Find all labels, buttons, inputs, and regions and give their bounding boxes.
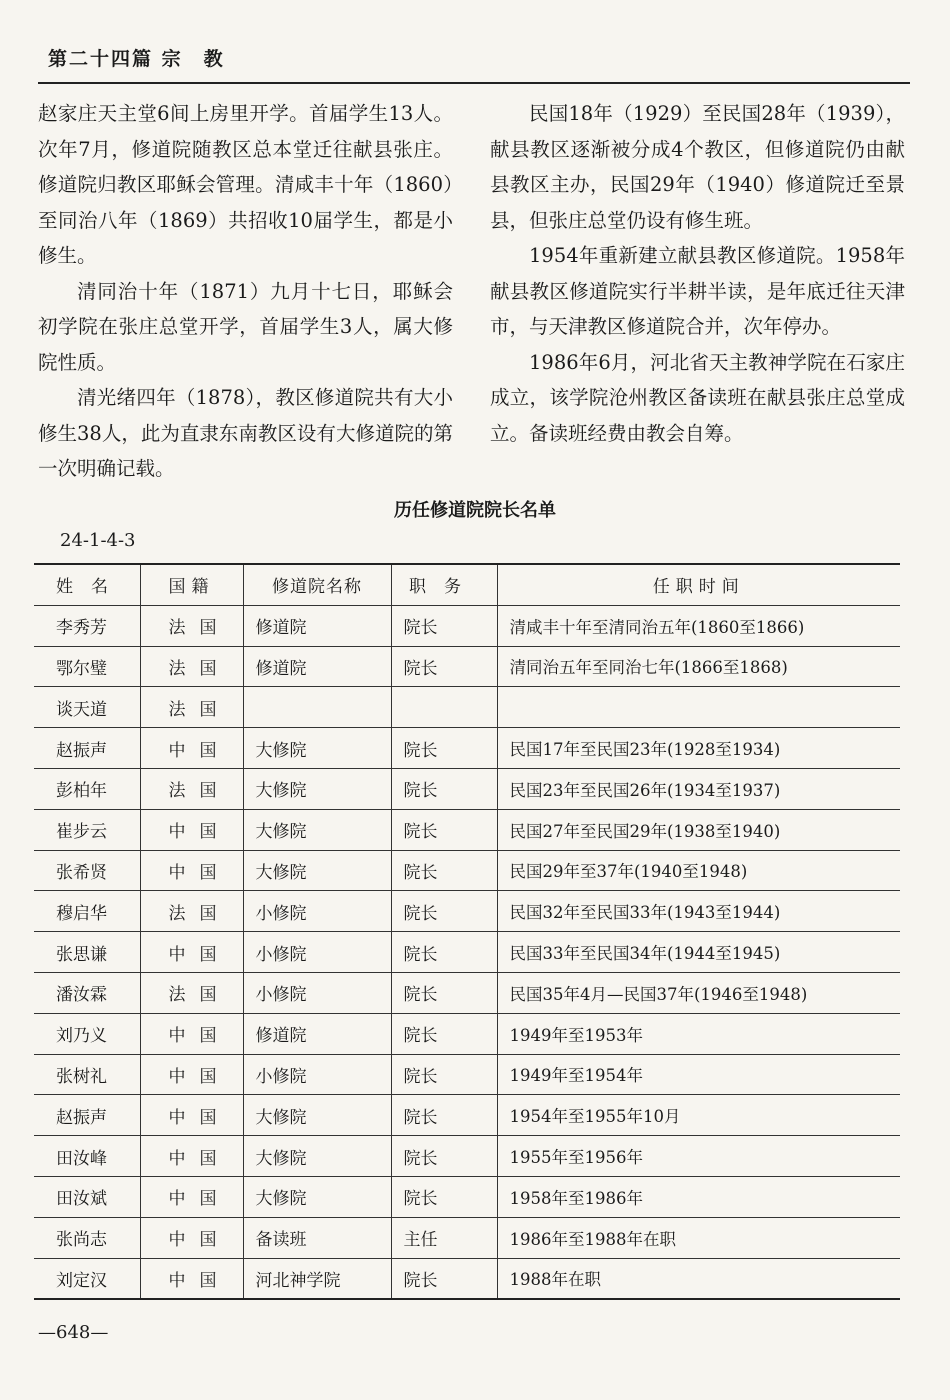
cell-position: 院长 [391, 1136, 497, 1177]
cell-name: 张思谦 [34, 932, 140, 973]
cell-seminary: 修道院 [243, 605, 391, 646]
cell-name: 刘乃义 [34, 1013, 140, 1054]
table-code: 24-1-4-3 [60, 530, 136, 551]
cell-nationality: 中国 [140, 932, 243, 973]
cell-nationality: 中国 [140, 1176, 243, 1217]
cell-position: 院长 [391, 850, 497, 891]
cell-tenure: 1954年至1955年10月 [497, 1095, 900, 1136]
cell-position: 院长 [391, 932, 497, 973]
cell-tenure: 清咸丰十年至清同治五年(1860至1866) [497, 605, 900, 646]
cell-position: 主任 [391, 1217, 497, 1258]
cell-nationality: 中国 [140, 1217, 243, 1258]
cell-seminary: 大修院 [243, 728, 391, 769]
cell-nationality: 中国 [140, 1054, 243, 1095]
header-rule [38, 82, 910, 84]
cell-tenure: 1986年至1988年在职 [497, 1217, 900, 1258]
cell-name: 潘汝霖 [34, 972, 140, 1013]
cell-tenure: 1958年至1986年 [497, 1176, 900, 1217]
header-seminary: 修道院名称 [243, 564, 391, 605]
cell-tenure: 民国33年至民国34年(1944至1945) [497, 932, 900, 973]
cell-position: 院长 [391, 646, 497, 687]
cell-position: 院长 [391, 809, 497, 850]
table-row [34, 1013, 900, 1054]
cell-tenure: 1949年至1953年 [497, 1013, 900, 1054]
cell-name: 赵振声 [34, 728, 140, 769]
table-row [34, 1176, 900, 1217]
table-row [34, 728, 900, 769]
cell-name: 穆启华 [34, 891, 140, 932]
cell-nationality: 中国 [140, 1258, 243, 1299]
cell-nationality: 中国 [140, 1013, 243, 1054]
cell-position: 院长 [391, 605, 497, 646]
cell-name: 张尚志 [34, 1217, 140, 1258]
cell-seminary: 修道院 [243, 1013, 391, 1054]
paragraph: 清同治十年（1871）九月十七日，耶稣会初学院在张庄总堂开学，首届学生3人，属大修院性质。 [38, 279, 453, 374]
cell-nationality: 法国 [140, 891, 243, 932]
table-row [34, 646, 900, 687]
cell-position: 院长 [391, 1013, 497, 1054]
paragraph: 1954年重新建立献县教区修道院。1958年献县教区修道院实行半耕半读，是年底迁往天津市，与天津教区修道院合并，次年停办。 [490, 244, 905, 338]
cell-tenure: 民国29年至37年(1940至1948) [497, 850, 900, 891]
cell-position: 院长 [391, 1095, 497, 1136]
table-row [34, 932, 900, 973]
table-header-row [34, 564, 900, 605]
cell-position: 院长 [391, 768, 497, 809]
cell-seminary [243, 687, 391, 728]
table-row [34, 891, 900, 932]
paragraph: 赵家庄天主堂6间上房里开学。首届学生13人。次年7月，修道院随教区总本堂迁往献县张庄。修道院归教区耶稣会管理。清咸丰十年（1860）至同治八年（1869）共招收10届学生，都是小修生。 [38, 102, 453, 267]
cell-nationality: 法国 [140, 687, 243, 728]
cell-tenure: 民国35年4月—民国37年(1946至1948) [497, 972, 900, 1013]
cell-seminary: 小修院 [243, 891, 391, 932]
cell-tenure: 1949年至1954年 [497, 1054, 900, 1095]
cell-seminary: 大修院 [243, 768, 391, 809]
cell-seminary: 小修院 [243, 1054, 391, 1095]
cell-nationality: 法国 [140, 646, 243, 687]
cell-nationality: 中国 [140, 1095, 243, 1136]
chapter-header: 第二十四篇 宗 教 [48, 48, 225, 70]
table-row [34, 1217, 900, 1258]
cell-name: 张希贤 [34, 850, 140, 891]
cell-position: 院长 [391, 1258, 497, 1299]
cell-seminary: 河北神学院 [243, 1258, 391, 1299]
header-tenure: 任职时间 [497, 564, 900, 605]
cell-name: 刘定汉 [34, 1258, 140, 1299]
cell-seminary: 大修院 [243, 809, 391, 850]
cell-position [391, 687, 497, 728]
table-row [34, 768, 900, 809]
cell-nationality: 法国 [140, 768, 243, 809]
cell-name: 田汝峰 [34, 1136, 140, 1177]
cell-seminary: 小修院 [243, 932, 391, 973]
cell-nationality: 中国 [140, 809, 243, 850]
cell-seminary: 大修院 [243, 850, 391, 891]
table-row [34, 687, 900, 728]
cell-seminary: 修道院 [243, 646, 391, 687]
header-nationality: 国籍 [140, 564, 243, 605]
cell-name: 赵振声 [34, 1095, 140, 1136]
paragraph: 民国18年（1929）至民国28年（1939），献县教区逐渐被分成4个教区，但修道院仍由献县教区主办，民国29年（1940）修道院迁至景县，但张庄总堂仍设有修生班。 [490, 102, 905, 232]
table-title: 历任修道院院长名单 [394, 500, 556, 521]
cell-position: 院长 [391, 1054, 497, 1095]
cell-name: 鄂尔璧 [34, 646, 140, 687]
cell-tenure: 民国17年至民国23年(1928至1934) [497, 728, 900, 769]
cell-name: 彭柏年 [34, 768, 140, 809]
table-row [34, 850, 900, 891]
cell-tenure: 民国23年至民国26年(1934至1937) [497, 768, 900, 809]
cell-seminary: 大修院 [243, 1136, 391, 1177]
cell-nationality: 中国 [140, 1136, 243, 1177]
header-position: 职务 [391, 564, 497, 605]
table-row [34, 809, 900, 850]
table-row [34, 1054, 900, 1095]
cell-tenure: 1988年在职 [497, 1258, 900, 1299]
table-row [34, 1258, 900, 1299]
table-row [34, 1095, 900, 1136]
cell-name: 田汝斌 [34, 1176, 140, 1217]
cell-tenure: 民国32年至民国33年(1943至1944) [497, 891, 900, 932]
cell-tenure: 1955年至1956年 [497, 1136, 900, 1177]
cell-seminary: 大修院 [243, 1095, 391, 1136]
cell-position: 院长 [391, 972, 497, 1013]
cell-position: 院长 [391, 891, 497, 932]
paragraph: 1986年6月，河北省天主教神学院在石家庄成立，该学院沧州教区备读班在献县张庄总堂成立。备读班经费由教会自筹。 [490, 350, 905, 445]
cell-nationality: 中国 [140, 850, 243, 891]
cell-position: 院长 [391, 1176, 497, 1217]
cell-nationality: 中国 [140, 728, 243, 769]
cell-name: 谈天道 [34, 687, 140, 728]
right-column [490, 96, 905, 451]
cell-seminary: 大修院 [243, 1176, 391, 1217]
cell-tenure: 民国27年至民国29年(1938至1940) [497, 809, 900, 850]
header-name: 姓名 [34, 564, 140, 605]
table-row [34, 1136, 900, 1177]
principal-list-table [34, 563, 900, 1300]
cell-tenure [497, 687, 900, 728]
cell-name: 崔步云 [34, 809, 140, 850]
cell-name: 李秀芳 [34, 605, 140, 646]
left-column [38, 96, 453, 487]
table-row [34, 605, 900, 646]
paragraph: 清光绪四年（1878），教区修道院共有大小修生38人，此为直隶东南教区设有大修道院的第一次明确记载。 [38, 386, 453, 480]
cell-seminary: 备读班 [243, 1217, 391, 1258]
cell-tenure: 清同治五年至同治七年(1866至1868) [497, 646, 900, 687]
cell-position: 院长 [391, 728, 497, 769]
cell-nationality: 法国 [140, 605, 243, 646]
cell-name: 张树礼 [34, 1054, 140, 1095]
cell-seminary: 小修院 [243, 972, 391, 1013]
table-row [34, 972, 900, 1013]
page-number: —648— [38, 1322, 109, 1343]
cell-nationality: 法国 [140, 972, 243, 1013]
